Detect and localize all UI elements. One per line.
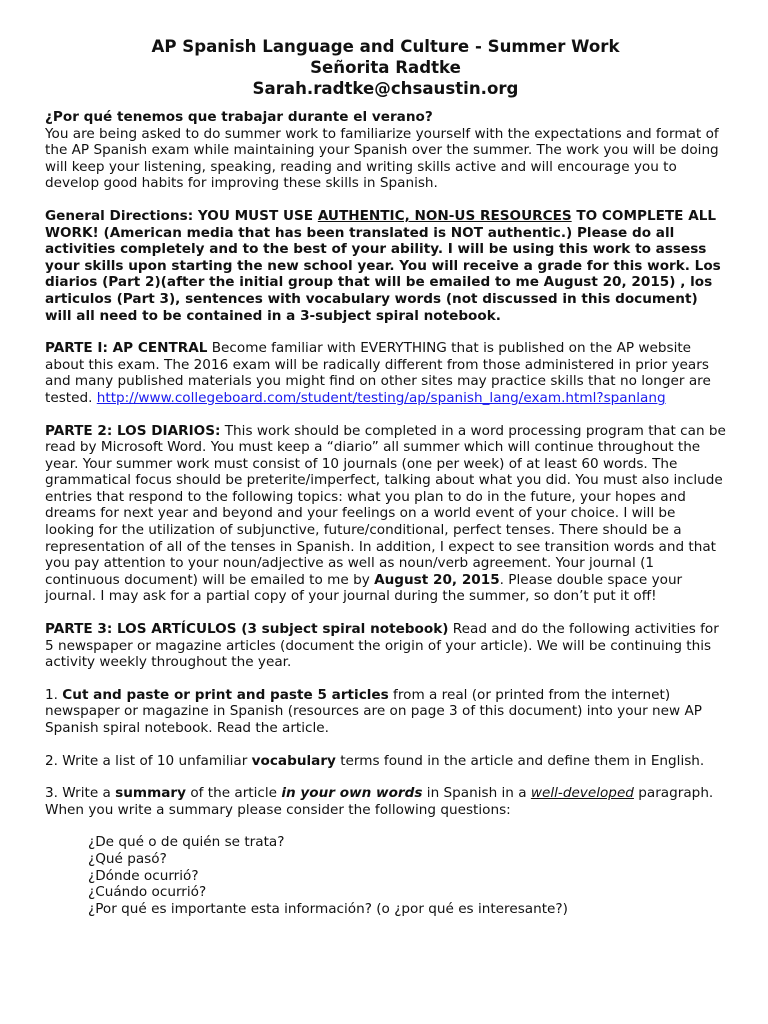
parte2-section — [45, 423, 726, 606]
general-underlined: AUTHENTIC, NON-US RESOURCES — [317, 207, 572, 224]
teacher-name: Señorita Radtke — [310, 58, 461, 77]
parte3-title: PARTE 3: LOS ARTÍCULOS (3 subject spiral notebook) — [45, 621, 449, 638]
step-3-rest: paragraph. When you write a summary please consider the following questions: — [45, 785, 714, 818]
step-2-bold: vocabulary — [251, 752, 336, 769]
step-1 — [45, 687, 726, 737]
question-item: ¿Qué pasó? — [88, 850, 167, 867]
question-item: ¿Por qué es importante esta información? (o ¿por qué es interesante?) — [88, 900, 568, 917]
question-item: ¿Dónde ocurrió? — [88, 867, 199, 884]
step-2-pre: 2. Write a list of 10 unfamiliar — [45, 752, 252, 769]
intro-body: You are being asked to do summer work to familiarize yourself with the expectations and format of the AP Spanish exam while maintaining your Spanish over the summer. The work you will be doing will keep your listening, speaking, reading and writing skills active and will encourage you to develop good habits for improving these skills in Spanish. — [45, 125, 719, 192]
step-3-mid2: in Spanish in a — [422, 785, 531, 802]
step-3 — [45, 785, 726, 818]
parte1-label: PARTE I — [45, 340, 103, 357]
step-1-rest: from a real (or printed from the internet) newspaper or magazine in Spanish (resources are on page 3 of this document) into your new AP Spanish spiral notebook. Read the article. — [45, 686, 702, 736]
parte1-body: Become familiar with EVERYTHING that is published on the AP website about this exam. The 2016 exam will be radically different from those administered in prior years and many published materials you might find on other sites may practice skills that no longer are tested. — [45, 340, 711, 406]
parte2-body1: This work should be completed in a word processing program that can be read by Microsoft Word. You must keep a “diario” all summer which will continue throughout the year. Your summer work must consist of 10 journals (one per week) of at least 60 words. The grammatical focus should be preterite/imperfect, talking about what you did. You must also include entries that respond to the following topics: what you plan to do in the future, your hopes and dreams for next year and beyond and your feelings on a world event of your choice. I will be looking for the utilization of subjunctive, future/conditional, perfect tenses. There should be a representation of all of the tenses in Spanish. In addition, I expect to see transition words and that you pay attention to your noun/adjective as well as noun/verb agreement. Your journal (1 continuous document) will be emailed to me by — [45, 422, 726, 588]
step-3-well-developed: well-developed — [530, 785, 634, 802]
title-block — [45, 36, 726, 99]
parte2-date: August 20, 2015 — [374, 571, 500, 588]
parte1-section — [45, 340, 726, 406]
teacher-email: Sarah.radtke@chsaustin.org — [252, 79, 519, 98]
parte3-body: Read and do the following activities for 5 newspaper or magazine articles (document the origin of your article). We will be continuing this activity weekly throughout the year. — [45, 621, 719, 671]
parte2-body2: . Please double space your journal. I may ask for a partial copy of your journal during the summer, so don’t put it off! — [45, 571, 683, 605]
step-3-bold: summary — [115, 785, 186, 802]
step-2-rest: terms found in the article and define them in English. — [335, 752, 705, 769]
step-3-mid: of the article — [186, 785, 282, 802]
step-1-number: 1. — [45, 686, 63, 703]
parte1-title: : AP CENTRAL — [102, 340, 208, 357]
parte3-section — [45, 621, 726, 671]
step-2 — [45, 753, 726, 770]
step-3-pre: 3. Write a — [45, 785, 116, 802]
document-title: AP Spanish Language and Culture - Summer Work — [151, 37, 620, 56]
general-directions — [45, 208, 726, 324]
summary-questions — [88, 834, 726, 917]
intro-section — [45, 109, 726, 192]
step-1-bold: Cut and paste or print and paste 5 articles — [62, 686, 389, 703]
question-item: ¿De qué o de quién se trata? — [88, 834, 285, 851]
general-rest: TO COMPLETE ALL WORK! (American media that has been translated is NOT authentic.) Please do all activities completely and to the best of your ability. I will be using this work to assess your skills upon starting the new school year. You will receive a grade for this work. Los diarios (Part 2)(after the initial group that will be emailed to me August 20, 2015) , los articulos (Part 3), sentences with vocabulary words (not discussed in this document) will all need to be contained in a 3-subject spiral notebook. — [45, 207, 721, 324]
general-lead: General Directions: YOU MUST USE — [45, 207, 318, 224]
parte2-title: PARTE 2: LOS DIARIOS: — [45, 422, 221, 439]
intro-question: ¿Por qué tenemos que trabajar durante el verano? — [45, 109, 433, 125]
collegeboard-link[interactable]: http://www.collegeboard.com/student/testing/ap/spanish_lang/exam.html?spanlang — [96, 389, 666, 406]
question-item: ¿Cuándo ocurrió? — [88, 884, 207, 901]
step-3-own-words: in your own words — [281, 785, 423, 802]
